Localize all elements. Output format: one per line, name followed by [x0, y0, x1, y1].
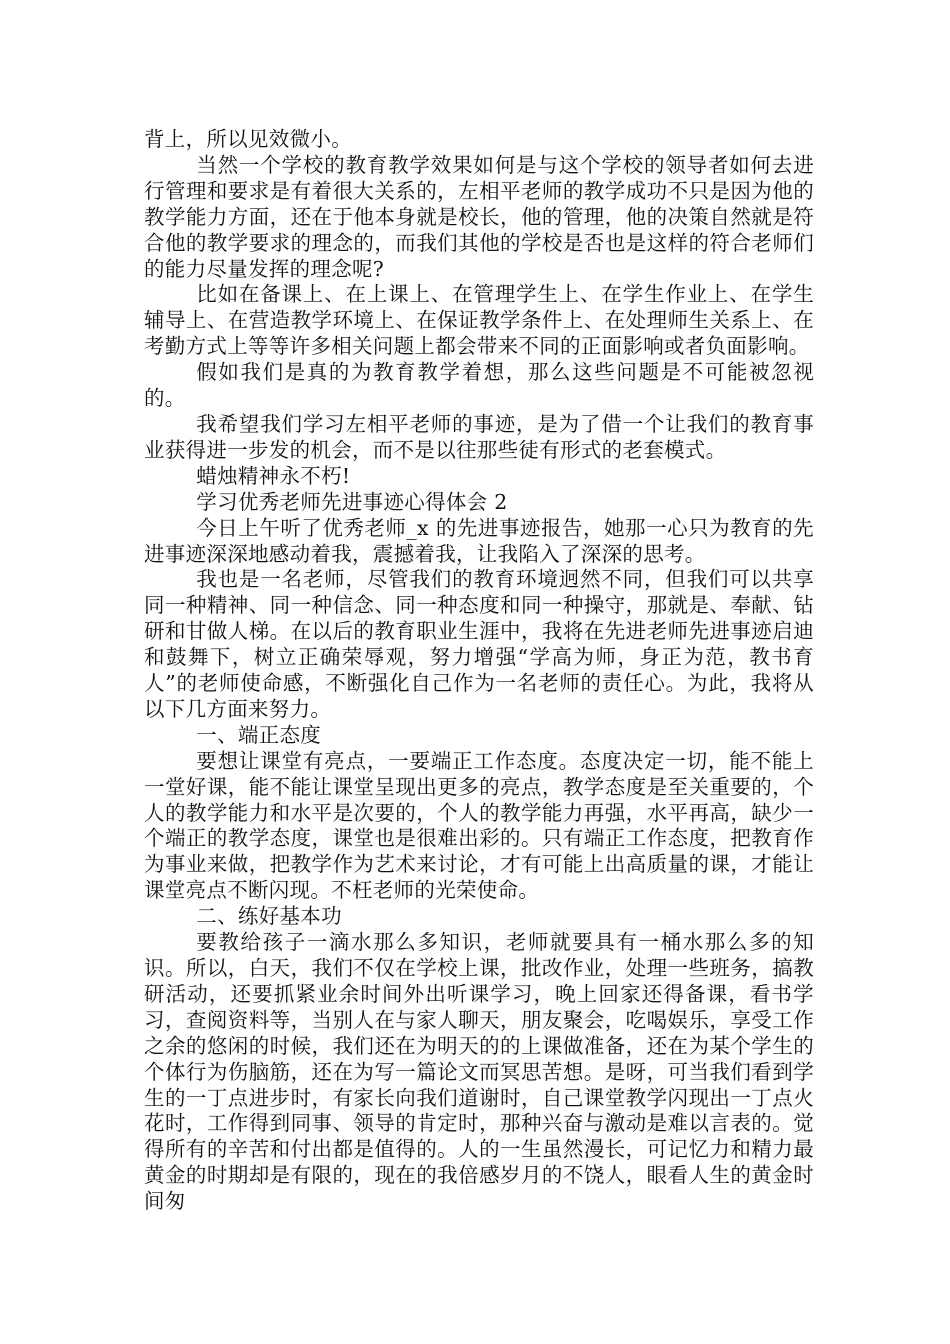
paragraph: 我希望我们学习左相平老师的事迹，是为了借一个让我们的教育事业获得进一步发的机会，而不是以往那些徒有形式的老套模式。 — [144, 411, 814, 462]
paragraph: 要教给孩子一滴水那么多知识，老师就要具有一桶水那么多的知识。所以，白天，我们不仅在学校上课，批改作业，处理一些班务，搞教研活动，还要抓紧业余时间外出听课学习，晚上回家还得备课，看书学习，查阅资料等，当别人在与家人聊天，朋友聚会，吃喝娱乐，享受工作之余的悠闲的时候，我们还在为明天的的上课做准备，还在为某个学生的个体行为伤脑筋，还在为写一篇论文而冥思苦想。是呀，可当我们看到学生的一丁点进步时，有家长向我们道谢时，自己课堂教学闪现出一丁点火花时，工作得到同事、领导的肯定时，那种兴奋与激动是难以言表的。觉得所有的辛苦和付出都是值得的。人的一生虽然漫长，可记忆力和精力最黄金的时期却是有限的，现在的我倍感岁月的不饶人，眼看人生的黄金时间匆 — [144, 930, 814, 1214]
body-text — [144, 127, 814, 1215]
paragraph: 蜡烛精神永不朽! — [196, 463, 351, 488]
subheading-attitude: 一、端正态度 — [196, 722, 322, 747]
subheading-basic-skills: 二、练好基本功 — [196, 904, 342, 929]
paragraph: 今日上午听了优秀老师_x 的先进事迹报告，她那一心只为教育的先进事迹深深地感动着我，震撼着我，让我陷入了深深的思考。 — [144, 515, 814, 566]
paragraph: 当然一个学校的教育教学效果如何是与这个学校的领导者如何去进行管理和要求是有着很大关系的，左相平老师的教学成功不只是因为他的教学能力方面，还在于他本身就是校长，他的管理，他的决策自然就是符合他的教学要求的理念的，而我们其他的学校是否也是这样的符合老师们的能力尽量发挥的理念呢? — [144, 152, 814, 281]
paragraph: 我也是一名老师，尽管我们的教育环境迥然不同，但我们可以共享同一种精神、同一种信念、同一种态度和同一种操守，那就是、奉献、钻研和甘做人梯。在以后的教育职业生涯中，我将在先进老师先进事迹启迪和鼓舞下，树立正确荣辱观，努力增强“学高为师，身正为范，教书育人”的老师使命感，不断强化自己作为一名老师的责任心。为此，我将从以下几方面来努力。 — [144, 567, 814, 721]
paragraph: 要想让课堂有亮点，一要端正工作态度。态度决定一切，能不能上一堂好课，能不能让课堂呈现出更多的亮点，教学态度是至关重要的，个人的教学能力和水平是次要的，个人的教学能力再强，水平再高，缺少一个端正的教学态度，课堂也是很难出彩的。只有端正工作态度，把教育作为事业来做，把教学作为艺术来讨论，才有可能上出高质量的课，才能让课堂亮点不断闪现。不枉老师的光荣使命。 — [144, 748, 814, 903]
paragraph: 比如在备课上、在上课上、在管理学生上、在学生作业上、在学生辅导上、在营造教学环境上、在保证教学条件上、在处理师生关系上、在考勤方式上等等许多相关问题上都会带来不同的正面影响或者负面影响。 — [144, 282, 814, 359]
paragraph: 假如我们是真的为教育教学着想，那么这些问题是不可能被忽视的。 — [144, 360, 814, 411]
paragraph-continuation: 背上，所以见效微小。 — [144, 127, 352, 151]
section-title: 学习优秀老师先进事迹心得体会 2 — [196, 489, 508, 514]
